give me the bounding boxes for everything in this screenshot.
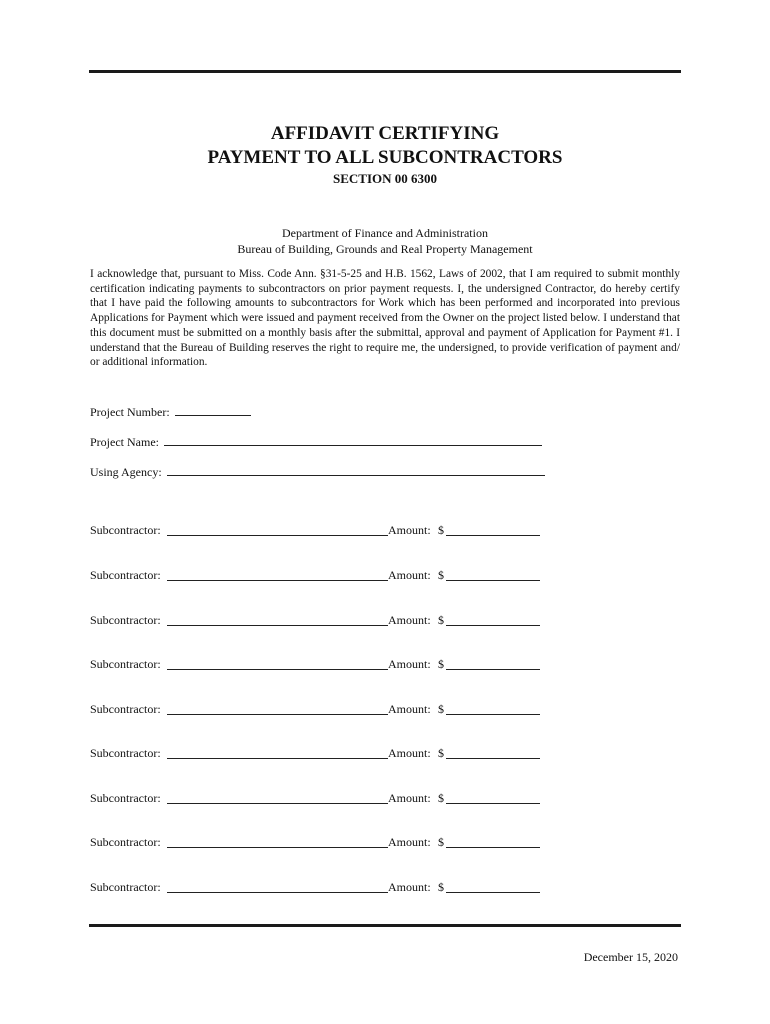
currency-symbol: $ (438, 523, 444, 537)
subcontractor-name-blank[interactable] (167, 625, 388, 626)
subcontractor-name-blank[interactable] (167, 892, 388, 893)
subcontractor-name-blank[interactable] (167, 580, 388, 581)
amount-blank[interactable] (446, 714, 540, 715)
amount-label: Amount: (388, 568, 431, 582)
subcontractor-label: Subcontractor: (90, 880, 161, 894)
project-name-blank[interactable] (164, 433, 542, 446)
subcontractor-name-blank[interactable] (167, 535, 388, 536)
currency-symbol: $ (438, 835, 444, 849)
subcontractor-row (90, 790, 550, 806)
department-name: Department of Finance and Administration (282, 226, 488, 240)
section-number: SECTION 00 6300 (332, 171, 438, 186)
subcontractor-label: Subcontractor: (90, 835, 161, 849)
subcontractor-name-blank[interactable] (167, 803, 388, 804)
currency-symbol: $ (438, 880, 444, 894)
amount-blank[interactable] (446, 625, 540, 626)
amount-blank[interactable] (446, 892, 540, 893)
currency-symbol: $ (438, 746, 444, 760)
using-agency-field[interactable] (90, 463, 545, 480)
subcontractor-name-blank[interactable] (167, 714, 388, 715)
amount-label: Amount: (388, 791, 431, 805)
document-date: December 15, 2020 (583, 950, 678, 964)
certification-statement: I acknowledge that, pursuant to Miss. Code Ann. §31-5-25 and H.B. 1562, Laws of 2002, that I am required to submit monthly certification indicating payments to subcontractors on prior payment requests. I, the undersigned Contractor, do hereby certify that I have paid the following amounts to subcontractors for Work which has been performed and incorporated into previous Applications for Payment which were issued and payment received from the Owner on the project listed below. I understand that this document must be submitted on a monthly basis after the submittal, approval and payment of Application for Payment #1. I understand that the Bureau of Building reserves the right to require me, the undersigned, to provide verification of payment and/ or additional information. (90, 268, 680, 369)
subcontractor-label: Subcontractor: (90, 613, 161, 627)
subcontractor-label: Subcontractor: (90, 657, 161, 671)
bottom-rule (89, 924, 681, 927)
amount-blank[interactable] (446, 803, 540, 804)
currency-symbol: $ (438, 568, 444, 582)
amount-label: Amount: (388, 880, 431, 894)
subcontractor-label: Subcontractor: (90, 746, 161, 760)
subcontractor-row (90, 567, 550, 583)
bureau-name: Bureau of Building, Grounds and Real Property Management (237, 242, 533, 256)
subcontractor-row (90, 656, 550, 672)
subcontractor-name-blank[interactable] (167, 669, 388, 670)
subcontractor-row (90, 701, 550, 717)
document-title-line-2: PAYMENT TO ALL SUBCONTRACTORS (207, 147, 563, 168)
using-agency-label: Using Agency: (90, 465, 162, 479)
currency-symbol: $ (438, 613, 444, 627)
currency-symbol: $ (438, 657, 444, 671)
project-name-label: Project Name: (90, 435, 159, 449)
subcontractor-row (90, 834, 550, 850)
amount-blank[interactable] (446, 535, 540, 536)
amount-label: Amount: (388, 657, 431, 671)
amount-label: Amount: (388, 523, 431, 537)
amount-blank[interactable] (446, 580, 540, 581)
subcontractor-label: Subcontractor: (90, 523, 161, 537)
project-name-field[interactable] (90, 433, 542, 450)
subcontractor-label: Subcontractor: (90, 702, 161, 716)
amount-label: Amount: (388, 613, 431, 627)
subcontractor-label: Subcontractor: (90, 568, 161, 582)
amount-label: Amount: (388, 746, 431, 760)
currency-symbol: $ (438, 791, 444, 805)
top-rule (89, 70, 681, 73)
amount-blank[interactable] (446, 758, 540, 759)
subcontractor-row (90, 612, 550, 628)
project-number-blank[interactable] (175, 403, 251, 416)
amount-label: Amount: (388, 702, 431, 716)
amount-label: Amount: (388, 835, 431, 849)
amount-blank[interactable] (446, 669, 540, 670)
subcontractor-row (90, 879, 550, 895)
amount-blank[interactable] (446, 847, 540, 848)
project-number-field[interactable] (90, 403, 251, 420)
using-agency-blank[interactable] (167, 463, 545, 476)
currency-symbol: $ (438, 702, 444, 716)
document-title-line-1: AFFIDAVIT CERTIFYING (270, 123, 500, 144)
subcontractor-label: Subcontractor: (90, 791, 161, 805)
subcontractor-name-blank[interactable] (167, 847, 388, 848)
subcontractor-name-blank[interactable] (167, 758, 388, 759)
subcontractor-row (90, 522, 550, 538)
subcontractor-row (90, 745, 550, 761)
project-number-label: Project Number: (90, 405, 170, 419)
